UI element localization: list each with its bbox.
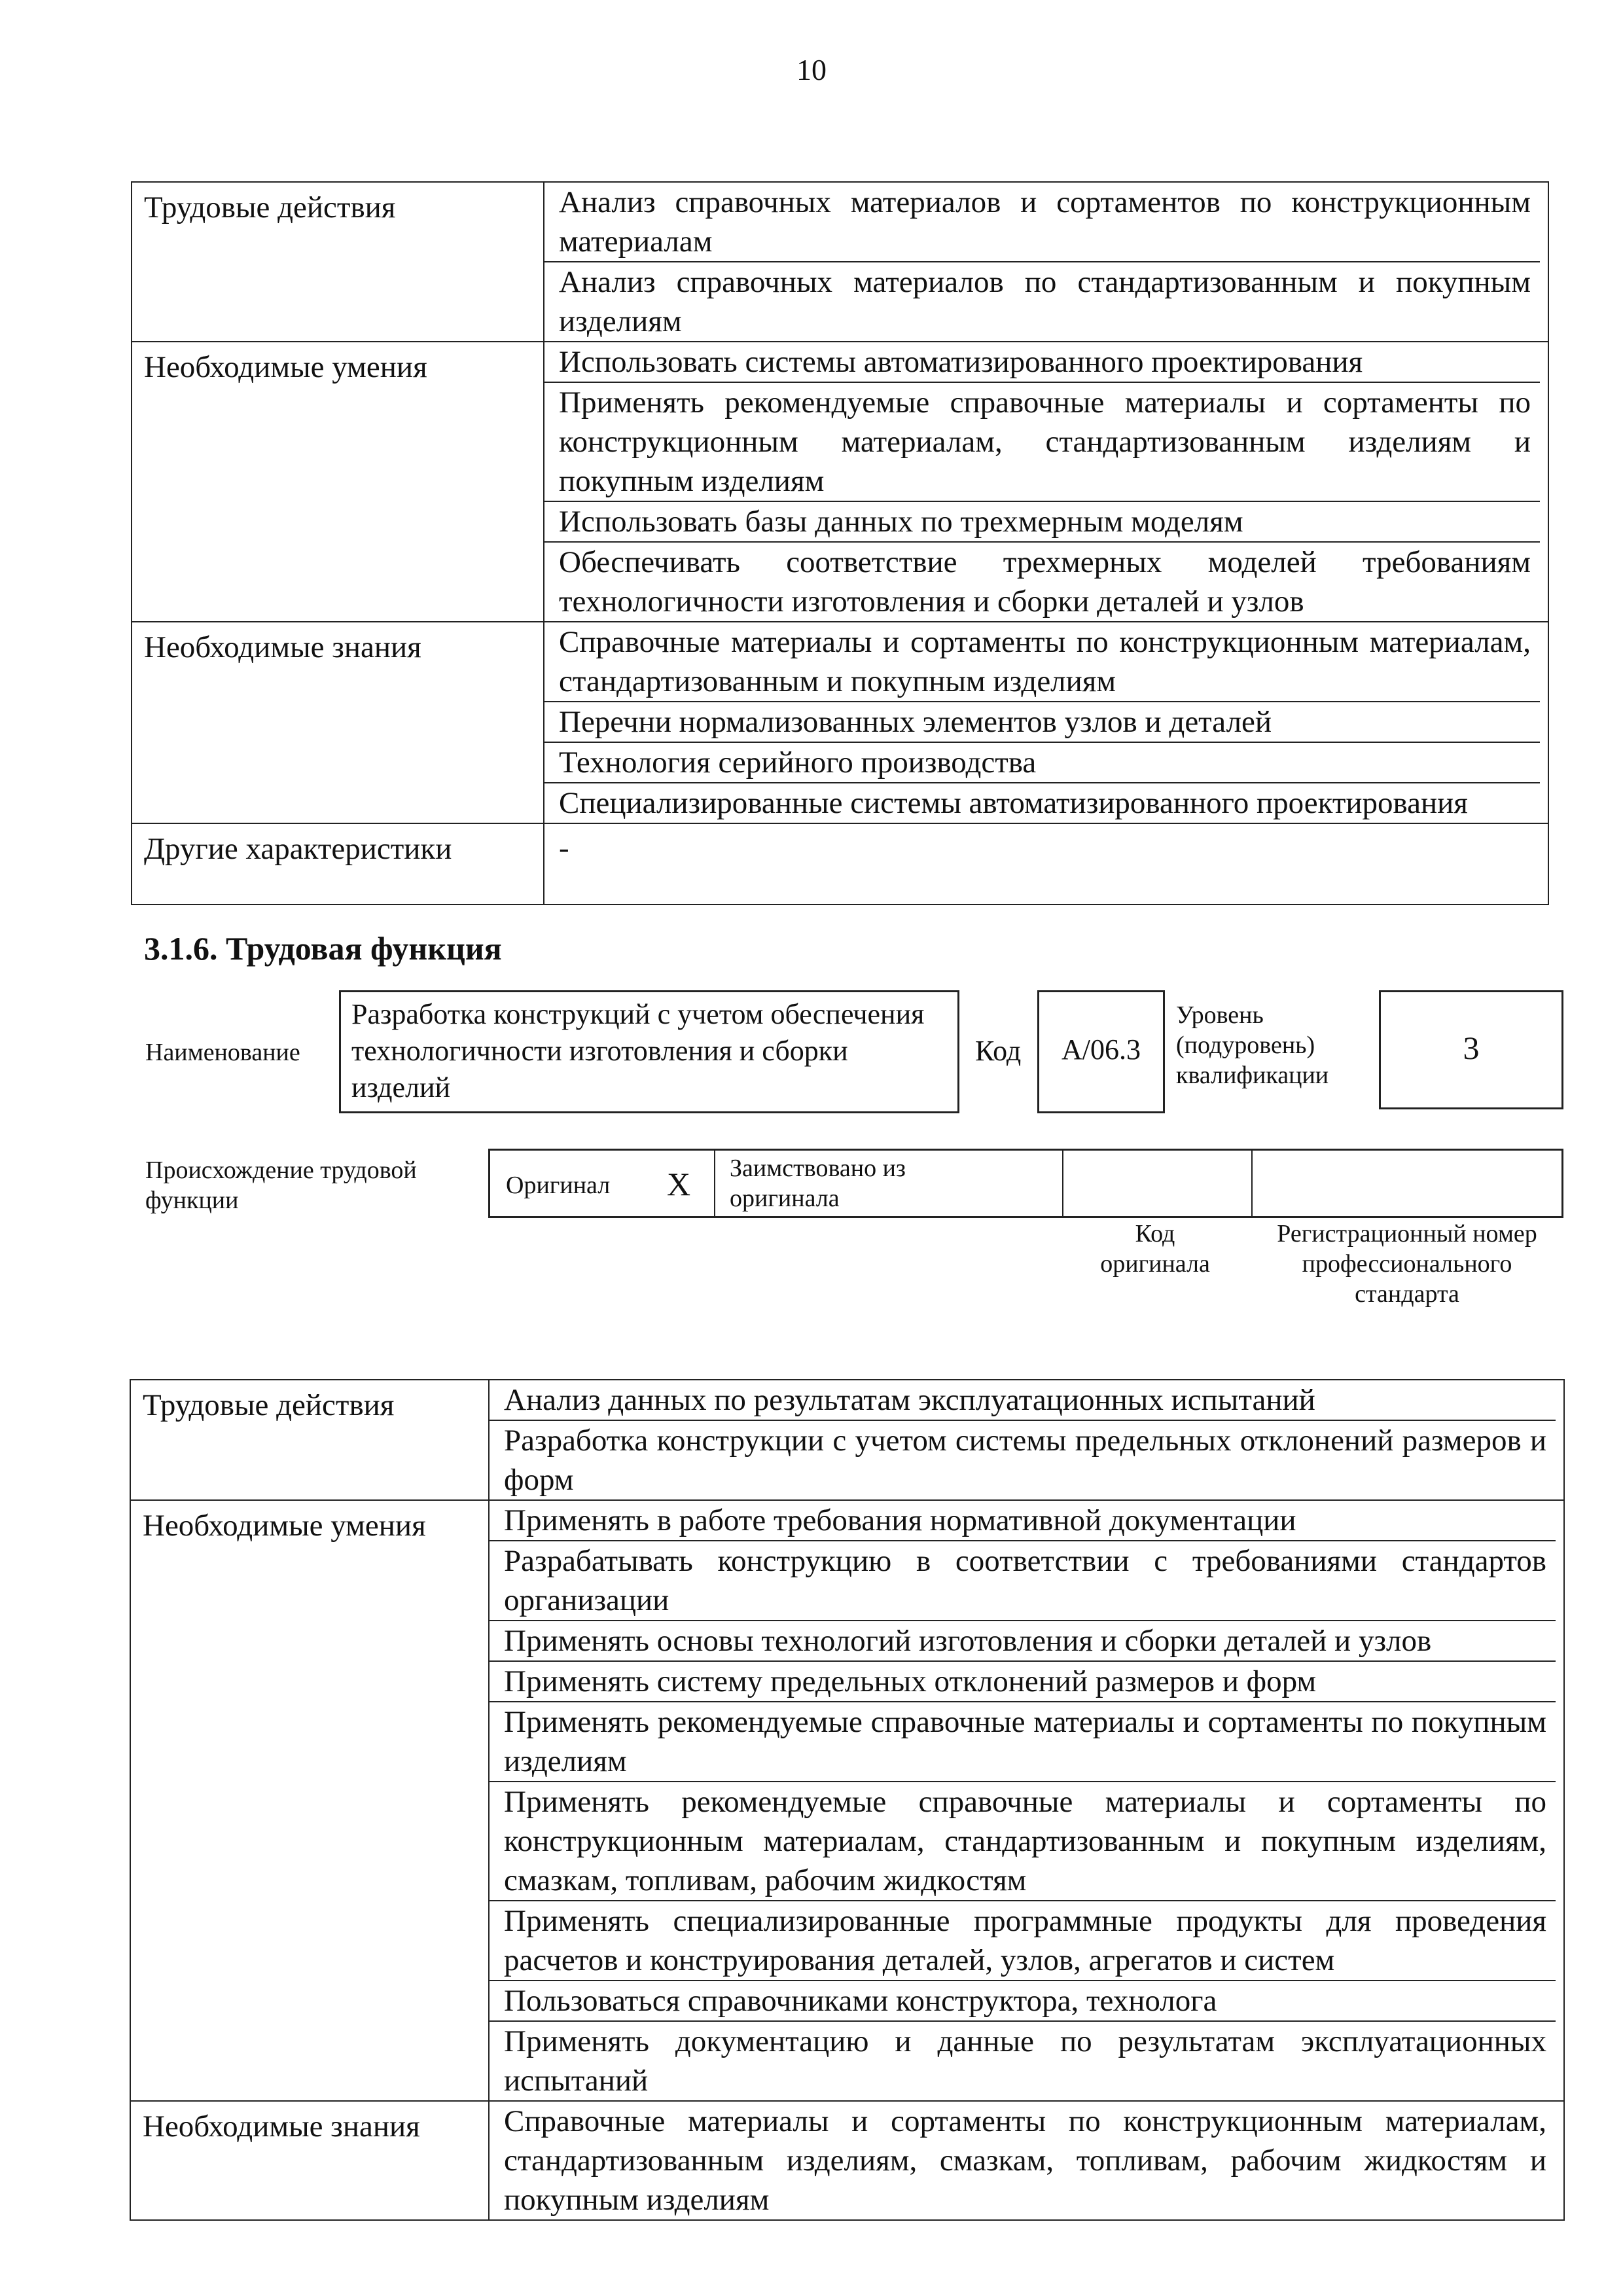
row-label: Трудовые действия xyxy=(130,1380,489,1500)
list-item: Разрабатывать конструкцию в соответствии с требованиями стандартов организации xyxy=(490,1541,1556,1621)
section-heading: 3.1.6. Трудовая функция xyxy=(144,930,502,967)
origin-box xyxy=(488,1149,1563,1218)
requirements-table-2 xyxy=(130,1379,1565,2221)
list-item: Технология серийного производства xyxy=(544,743,1540,783)
origin-label: Происхождение трудовой функции xyxy=(145,1157,417,1214)
row-label: Необходимые знания xyxy=(132,622,544,823)
page-number: 10 xyxy=(796,53,827,86)
reg-number-caption: Регистрационный номер профессионального стандарта xyxy=(1277,1220,1537,1308)
list-item: Применять рекомендуемые справочные материалы и сортаменты по конструкционным материалам, стандартизованным изделиям и покупным изделиям xyxy=(544,383,1540,502)
list-item: Применять систему предельных отклонений размеров и форм xyxy=(490,1662,1556,1702)
list-item: Применять рекомендуемые справочные материалы и сортаменты по покупным изделиям xyxy=(490,1702,1556,1782)
name-label: Наименование xyxy=(145,1039,300,1066)
divider xyxy=(714,1151,715,1216)
table-row xyxy=(130,2101,1564,2220)
divider xyxy=(1251,1151,1253,1216)
original-mark: X xyxy=(667,1166,691,1202)
code-box xyxy=(1037,990,1165,1113)
row-items xyxy=(544,182,1548,342)
function-name-box xyxy=(339,990,959,1113)
list-item: Разработка конструкции с учетом системы предельных отклонений размеров и форм xyxy=(504,1424,1546,1497)
level-value: 3 xyxy=(1463,1030,1480,1066)
table-row xyxy=(130,1380,1564,1500)
list-item: Справочные материалы и сортаменты по конструкционным материалам, стандартизованным и покупным изделиям xyxy=(544,622,1540,702)
list-item: Применять специализированные программные продукты для проведения расчетов и конструирования деталей, узлов, агрегатов и систем xyxy=(490,1901,1556,1981)
table-row xyxy=(130,1500,1564,2101)
level-label: Уровень (подуровень) квалификации xyxy=(1176,1001,1329,1089)
row-items xyxy=(489,1500,1564,2101)
table-row xyxy=(132,182,1548,342)
row-label: Необходимые знания xyxy=(130,2101,489,2220)
code-label: Код xyxy=(975,1035,1022,1067)
row-items xyxy=(544,823,1548,905)
row-items xyxy=(544,622,1548,823)
list-item: Применять документацию и данные по результатам эксплуатационных испытаний xyxy=(504,2024,1546,2098)
list-item: Применять рекомендуемые справочные материалы и сортаменты по конструкционным материалам, стандартизованным и покупным изделиям, смазкам, топливам, рабочим жидкостям xyxy=(490,1782,1556,1901)
list-item: Перечни нормализованных элементов узлов и деталей xyxy=(544,702,1540,743)
row-items xyxy=(544,342,1548,622)
table-row xyxy=(132,622,1548,823)
list-item: Обеспечивать соответствие трехмерных моделей требованиям технологичности изготовления и сборки деталей и узлов xyxy=(559,545,1531,619)
requirements-table-1 xyxy=(131,181,1549,905)
row-label: Другие характеристики xyxy=(132,823,544,905)
divider xyxy=(1062,1151,1063,1216)
list-item: Анализ справочных материалов и сортаментов по конструкционным материалам xyxy=(544,183,1540,262)
table-row xyxy=(132,823,1548,905)
row-items xyxy=(489,2101,1564,2220)
list-item: Справочные материалы и сортаменты по конструкционным материалам, стандартизованным изделиям, смазкам, топливам, рабочим жидкостям и покупным изделиям xyxy=(504,2104,1546,2217)
code-value: A/06.3 xyxy=(1061,1033,1141,1066)
row-label: Необходимые умения xyxy=(130,1500,489,2101)
row-label: Необходимые умения xyxy=(132,342,544,622)
list-item: Использовать базы данных по трехмерным моделям xyxy=(544,502,1540,543)
original-label: Оригинал xyxy=(506,1172,611,1199)
list-item: Анализ данных по результатам эксплуатационных испытаний xyxy=(490,1380,1556,1421)
list-item: Анализ справочных материалов по стандартизованным и покупным изделиям xyxy=(559,265,1531,338)
borrowed-label: Заимствовано из оригинала xyxy=(730,1155,906,1212)
list-item: Применять основы технологий изготовления и сборки деталей и узлов xyxy=(490,1621,1556,1662)
row-label: Трудовые действия xyxy=(132,182,544,342)
list-item: Специализированные системы автоматизированного проектирования xyxy=(559,786,1468,820)
table-row xyxy=(132,342,1548,622)
list-item: Пользоваться справочниками конструктора, технолога xyxy=(490,1981,1556,2022)
level-box xyxy=(1379,990,1563,1109)
list-item: Использовать системы автоматизированного проектирования xyxy=(544,342,1540,383)
original-code-caption: Код оригинала xyxy=(1100,1220,1210,1278)
row-items xyxy=(489,1380,1564,1500)
list-item: Применять в работе требования нормативной документации xyxy=(490,1501,1556,1541)
function-name: Разработка конструкций с учетом обеспечения технологичности изготовления и сборки изделий xyxy=(351,998,925,1103)
list-item: - xyxy=(559,831,569,865)
